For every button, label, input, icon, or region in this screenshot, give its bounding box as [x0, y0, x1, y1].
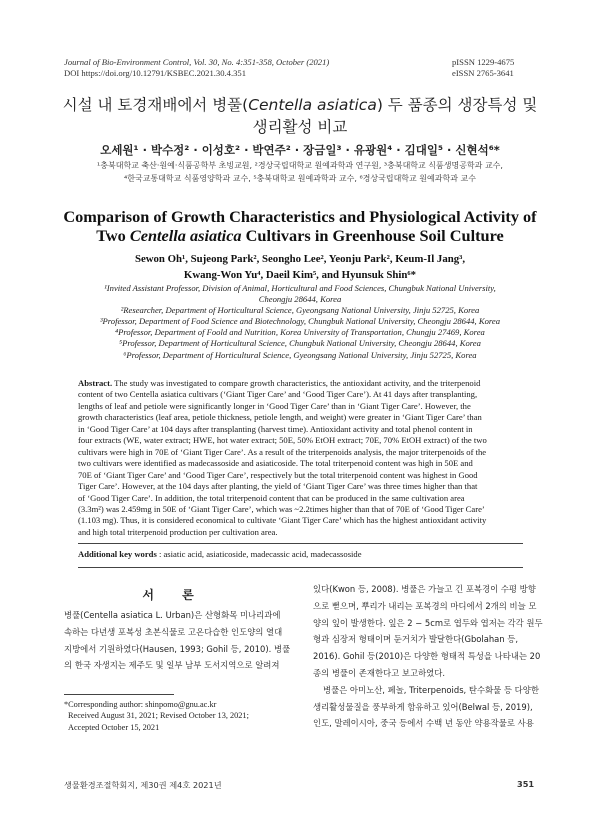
footer-journal: 생물환경조절학회지, 제30권 제4호 2021년 — [64, 780, 222, 790]
korean-title: 시설 내 토경재배에서 병풀(Centella asiatica) 두 품종의 생장특성 및 생리활성 비교 — [62, 96, 538, 136]
corresponding-author: *Corresponding author: shinpomo@gnu.ac.kr — [64, 700, 217, 709]
footnote: *Corresponding author: shinpomo@gnu.ac.kr Received August 31, 2021; Revised October 13, 2021; Accepted October 15, 2021 — [64, 699, 286, 733]
keywords-label: Additional key words — [78, 549, 157, 559]
abstract: Abstract. The study was investigated to compare growth characteristics, the antioxidant activity, and the triterpenoid content of two Centella asiatica cultivars (‘Giant Tiger Care’ and ‘Good Tiger Care’). At 41 days after transplanting, lengths of leaf and petiole were significantly longer in ‘Good Tiger Care’ than in ‘Giant Tiger Care’. However, the growth characteristics (leaf area, petiole thickness, petiole length, and weight) were greater in ‘Giant Tiger Care’ than in ‘Good Tiger Care’ at 104 days after transplanting (harvest time). Antioxidant activity and total phenol content in four extracts (WE, water extract; HWE, hot water extract; 50E, 50% EtOH extract; 70E, 70% EtOH extract) of the two cultivars were high in 70E of ‘Giant Tiger Care’. As a result of the triterpenoids analysis, the major triterpenoids of the two cultivars were identified as madecassoside and asiaticoside. The total triterpenoid content was high in 50E and 70E of ‘Giant Tiger Care’ and ‘Good Tiger Care’, respectively but the total triterpenoid content was highest in Good Tiger Care’. However, at the 104 days after planting, the yield of ‘Giant Tiger Care’ was three times higher than that of ‘Good Tiger Care’. In addition, the total triterpenoid content that can be produced in the same cultivation area (3.3m²) was 2.459mg in 50E of ‘Giant Tiger Care’, which was ~2.2times higher than that of 70E of ‘Good Tiger Care’ (1.103 mg). Thus, it is considered economical to cultivate ‘Giant Tiger Care’ which has the highest antioxidant activity and high total triterpenoid production per cultivation area. — [78, 378, 487, 537]
korean-affiliations: ¹충북대학교 축산·원예·식품공학부 초빙교원, ²경상국립대학교 원예과학과 연구원, ³충북대학교 식품생명공학과 교수, ⁴한국교통대학교 식품영양학과 교수, ⁵충북대학교 원예과학과 교수, ⁶경상국립대학교 원예과학과 교수 — [97, 161, 503, 183]
keywords-divider — [78, 567, 523, 568]
english-title: Comparison of Growth Characteristics and Physiological Activity of Two Centella asiatica Cultivars in Greenhouse Soil Culture — [63, 207, 537, 245]
page-number: 351 — [517, 779, 535, 789]
journal-citation: Journal of Bio-Environment Control, Vol. 30, No. 4:351-358, October (2021) — [64, 57, 330, 67]
intro-right-column: 있다(Kwon 등, 2008). 병풀은 가늘고 긴 포복경이 수평 방향 으로 뻗으며, 뿌리가 내리는 포복경의 마디에서 2개의 비늘 모 양의 잎이 발생한다. 잎은 2 − 5cm로 엽두와 엽저는 각각 원두 형과 심장저 형태이며 둔거치가 발달한다(Gbolahan 등, 2016). Gohil 등(2010)은 다양한 형태적 특성을 나타내는 20 종의 병풀이 존재한다고 보고하였다. 병풀은 아미노산, 페놀, Triterpenoids, 탄수화물 등 다양한 생리활성물질을 풍부하게 함유하고 있어(Belwal 등, 2019), 인도, 말레이시아, 중국 등에서 수백 년 동안 약용작물로 사용 — [313, 584, 543, 729]
intro-left-column: 병풀(Centella asiatica L. Urban)은 산형화목 미나리과에 속하는 다년생 포복성 초본식물로 고온다습한 인도양의 열대 지방에서 기원하였다(Hausen, 1993; Gohil 등, 2010). 병풀 의 한국 자생지는 제주도 및 일부 남부 도서지역으로 알려져 — [64, 610, 291, 671]
abstract-label: Abstract. — [78, 378, 113, 388]
doi-link[interactable]: DOI https://doi.org/10.12791/KSBEC.2021.30.4.351 — [64, 68, 246, 78]
section-title-introduction: 서 론 — [142, 588, 206, 602]
abstract-divider — [78, 543, 523, 544]
eissn: eISSN 2765-3641 — [452, 68, 514, 78]
footnote-divider — [64, 694, 174, 695]
korean-authors: 오세원¹ · 박수정² · 이성호² · 박연주² · 장금일³ · 유광원⁴ · 김대일⁵ · 신현석⁶* — [100, 143, 500, 157]
pissn: pISSN 1229-4675 — [452, 57, 515, 67]
english-affiliations: ¹Invited Assistant Professor, Division of Animal, Horticultural and Food Sciences, Chungbuk National University, Cheongju 28644, Korea ²Researcher, Department of Horticultural Science, Gyeongsang National University, Jinju 52725, Korea ³Professor, Department of Food Science and Biotechnology, Chungbuk National University, Cheongju 28644, Korea ⁴Professor, Department of Foold and Nutrition, Korea University of Transportation, Chungju 27469, Korea ⁵Professor, Department of Horticultural Science, Chungbuk National University, Cheongju 28644, Korea ⁶Professor, Department of Horticultural Science, Gyeongsang National University, Jinju 52725, Korea — [99, 283, 501, 360]
english-authors: Sewon Oh¹, Sujeong Park², Seongho Lee², Yeonju Park², Keum-Il Jang³, Kwang-Won Yu⁴, Daeil Kim⁵, and Hyunsuk Shin⁶* — [134, 253, 466, 281]
keywords: Additional key words : asiatic acid, asiaticoside, madecassic acid, madecassoside — [78, 549, 362, 559]
